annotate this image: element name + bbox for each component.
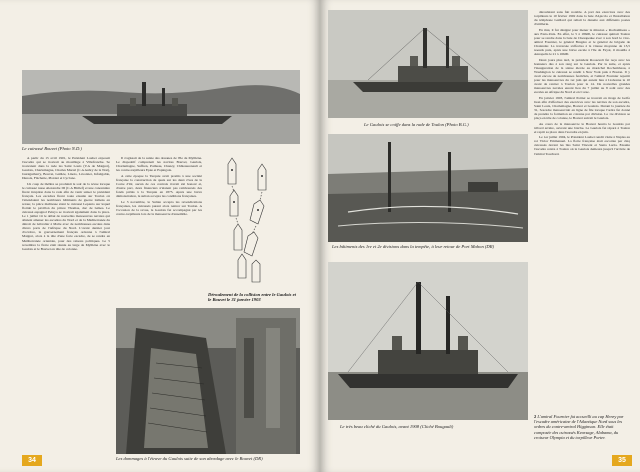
paragraph: Le 3 novembre, le Sultan accepta les revendications françaises, les cuirassés purent alors rentrer sur Toulon. A l'occasion de la revue, le Gaulois fut accompagné par les contre-torpilleurs lors de la manoeuvre d'ensemble. [116,199,202,216]
left-column-1 [22,156,110,452]
paragraph: Le 1er juillet 1904, le Président Loubet rendit visite à Naples au roi Victor Emmanuel. La flotte française était escortée par cinq cuirassés devant les îles Saint Vincent et Santa Lucia. Ensuite l'escadre rentra à Toulon où le Gaulois demeura jusqu'à l'arrivée de l'amiral Touchard. [534,135,630,156]
damage-photo-caption: Les dommages à l'étrave du Gaulois suite de son abordage avec le Bouvet (DR) [116,456,263,461]
note-number: 2 [534,414,537,419]
paragraph: Il s'agissait de la saisie des douanes de l'île de Mytilène. Le dispositif comprenait les navires Bouvet, Gaulois, Charlemagne, Suffren, Pothuau, Chanzy, Châteaurenault et les contre-torpilleurs Epée et Espingole. [116,156,202,173]
storm-photo-caption: Les bâtiments des 1re et 2e divisions dans la tempête, à leur retour de Port Mahon (DR) [332,244,495,249]
paragraph: En mai, il fut désigné pour mener la mission « Rochambeau » aux Etats-Unis. En effet, le 5 à 18h00, le cuirassé quittait Toulon pour se rendre dans la baie de Chesapeake avec à son bord le vice-amiral Fournier, le général Brugère et le général de brigade de Chalendar. La traversée s'effectua à la vitesse moyenne de 13,5 noeuds puis, après une brève escale à l'île de Fayal, il mouilla à Annapolis le 21 à 16h00. [534,27,630,57]
sidebar-note [534,414,630,440]
right-page [320,0,640,472]
paragraph: Au cours de la manoeuvre le Bouvet heurta le Gaulois par tribord arrière, ouvrant une brèche. Le Gaulois fut réparé à Toulon et reprit sa place dans l'escadre en juin. [534,121,630,134]
bouvet-photo [22,70,300,144]
gaulois-damage-photo [116,308,300,454]
page-number-right: 35 [612,455,632,466]
paragraph: En janvier 1903, l'amiral Pottier se trouvait en tirage de Golfe Juan afin d'effectuer des exercices avec les navires de son escadre, Saint Louis, Charlemagne, Bouvet et Gaulois. Durant la journée du 31, l'escadre manoeuvrait en ligne de file lorsque l'ordre fut donné de prendre la formation en colonne par division. La 1re division se plaça en tête de colonne, le Bouvet suivait le Gaulois. [534,95,630,120]
note-text: L'amiral Fournier fut accueilli au cap Henry par l'escadre américaine de l'Atlantique Nord sous les ordres du contre-amiral Higginson. Elle était composée des cuirassés Kearsage, Alabama, du croiseur Olympia et du torpilleur Porter. [534,414,624,440]
collision-diagram [208,156,300,286]
bouvet-photo-caption: Le cuirassé Bouvet (Photo N.D.) [22,146,82,151]
right-column [534,10,630,410]
paragraph: Deux jours plus tard, le président Roosevelt fut reçu avec les honneurs dus à son rang sur le Gaulois. Par la suite, et après l'inauguration de la statue élevée au maréchal Rochambeau, à Washington le cuirassé se rendit à New York puis à Boston. Il y avait encore de nombreuses festivités, et l'amiral Fournier repartit pour les manoeuvres du 1er juin qui eurent lieu à Lisbonne le 10 avant de rentrer à Toulon pour le 14. De nouvelles grandes manoeuvres navales eurent lieu du 7 juillet au 8 août avec des escales en Afrique du Nord et en Corse. [534,57,630,95]
gaulois-toulon-photo [328,10,528,118]
paragraph: A partir du 15 avril 1901, le Président Loubet exposait l'escadre qui se trouvait au mouillage à Villefranche. Se trouvaient dans la rade les Saint Louis (V.A de Maigret), Gaulois, Charlemagne, Charles Martel (C.A Aubry de la Noë), Jauréguiberry, Bouvet, Galilée, Linois, Lavoisier, Infatigable, Dunois, Fléchette, Pistolet et Cyclone. [22,156,110,181]
page-number-left: 34 [22,455,42,466]
paragraph: déroulèrent sans fait notable. A part des exercices avec des torpilleurs le 10 février 1902 dans la baie d'Ajaccio et l'installation du téléphone Gaillard qui reliait la dunette aux différents postes d'artillerie. [534,10,630,27]
left-column-2 [116,156,202,272]
gaulois-portrait-photo [328,262,528,420]
portrait-photo-caption: Le très beau cliché du Gaulois, avant 1908 (Cliché Bougault) [340,424,454,429]
storm-deck-photo [328,134,528,242]
diagram-caption: Déroulement de la collision entre le Gaulois et le Bouvet le 31 janvier 1903 [208,292,296,303]
paragraph: Un coup de théâtre se produisit le soir de la revue lorsque le cuirassé russe Alexandre III (C.A Birilef) et une canonnière firent irruption dans la rade afin de venir saluer le président français. Les escadres firent route ensuite sur Toulon où l'attendaient les nombreux bâtiments de guerre italiens en retour, la pièce maîtresse étant le cuirassé Lepanto sur lequel flottait le pavillon du prince Thomas, duc de Gênes. Le cuirassé espagnol Pelayo se trouvait également dans la place. Le 1 juillet vit le début de nouvelles manoeuvres navales qui allaient amener les escadres du Nord et de la Méditerranée du détroit de Gibraltar à Malte avec de nombreuses escales dans divers ports de l'Afrique du Nord. L'avant dernier jour d'octobre, le gouvernement français ordonna à l'amiral Maigret, alors à la tête d'une forte escadre, de se rendre en Méditerranée orientale, pour des raisons politiques. Le 5 novembre la flotte était réunie au large de Mytilène avec le Gaulois et le Bouvet en tête de colonne. [22,181,110,251]
paragraph: A cette époque la Turquie avait promis à une société française la construction de quais sur les deux rives de la Corne d'Or, aucun de ces contrats n'avait été honoré et, d'autre part, deux financiers n'étaient pas remboursés des fonds prêtés à la Turquie en 1875. Après une brève démonstration, le sultan accepta les conditions françaises. [116,173,202,199]
toulon-photo-caption: Le Gaulois se coiffe dans la rade de Toulon (Photo B.G.) [364,122,469,127]
